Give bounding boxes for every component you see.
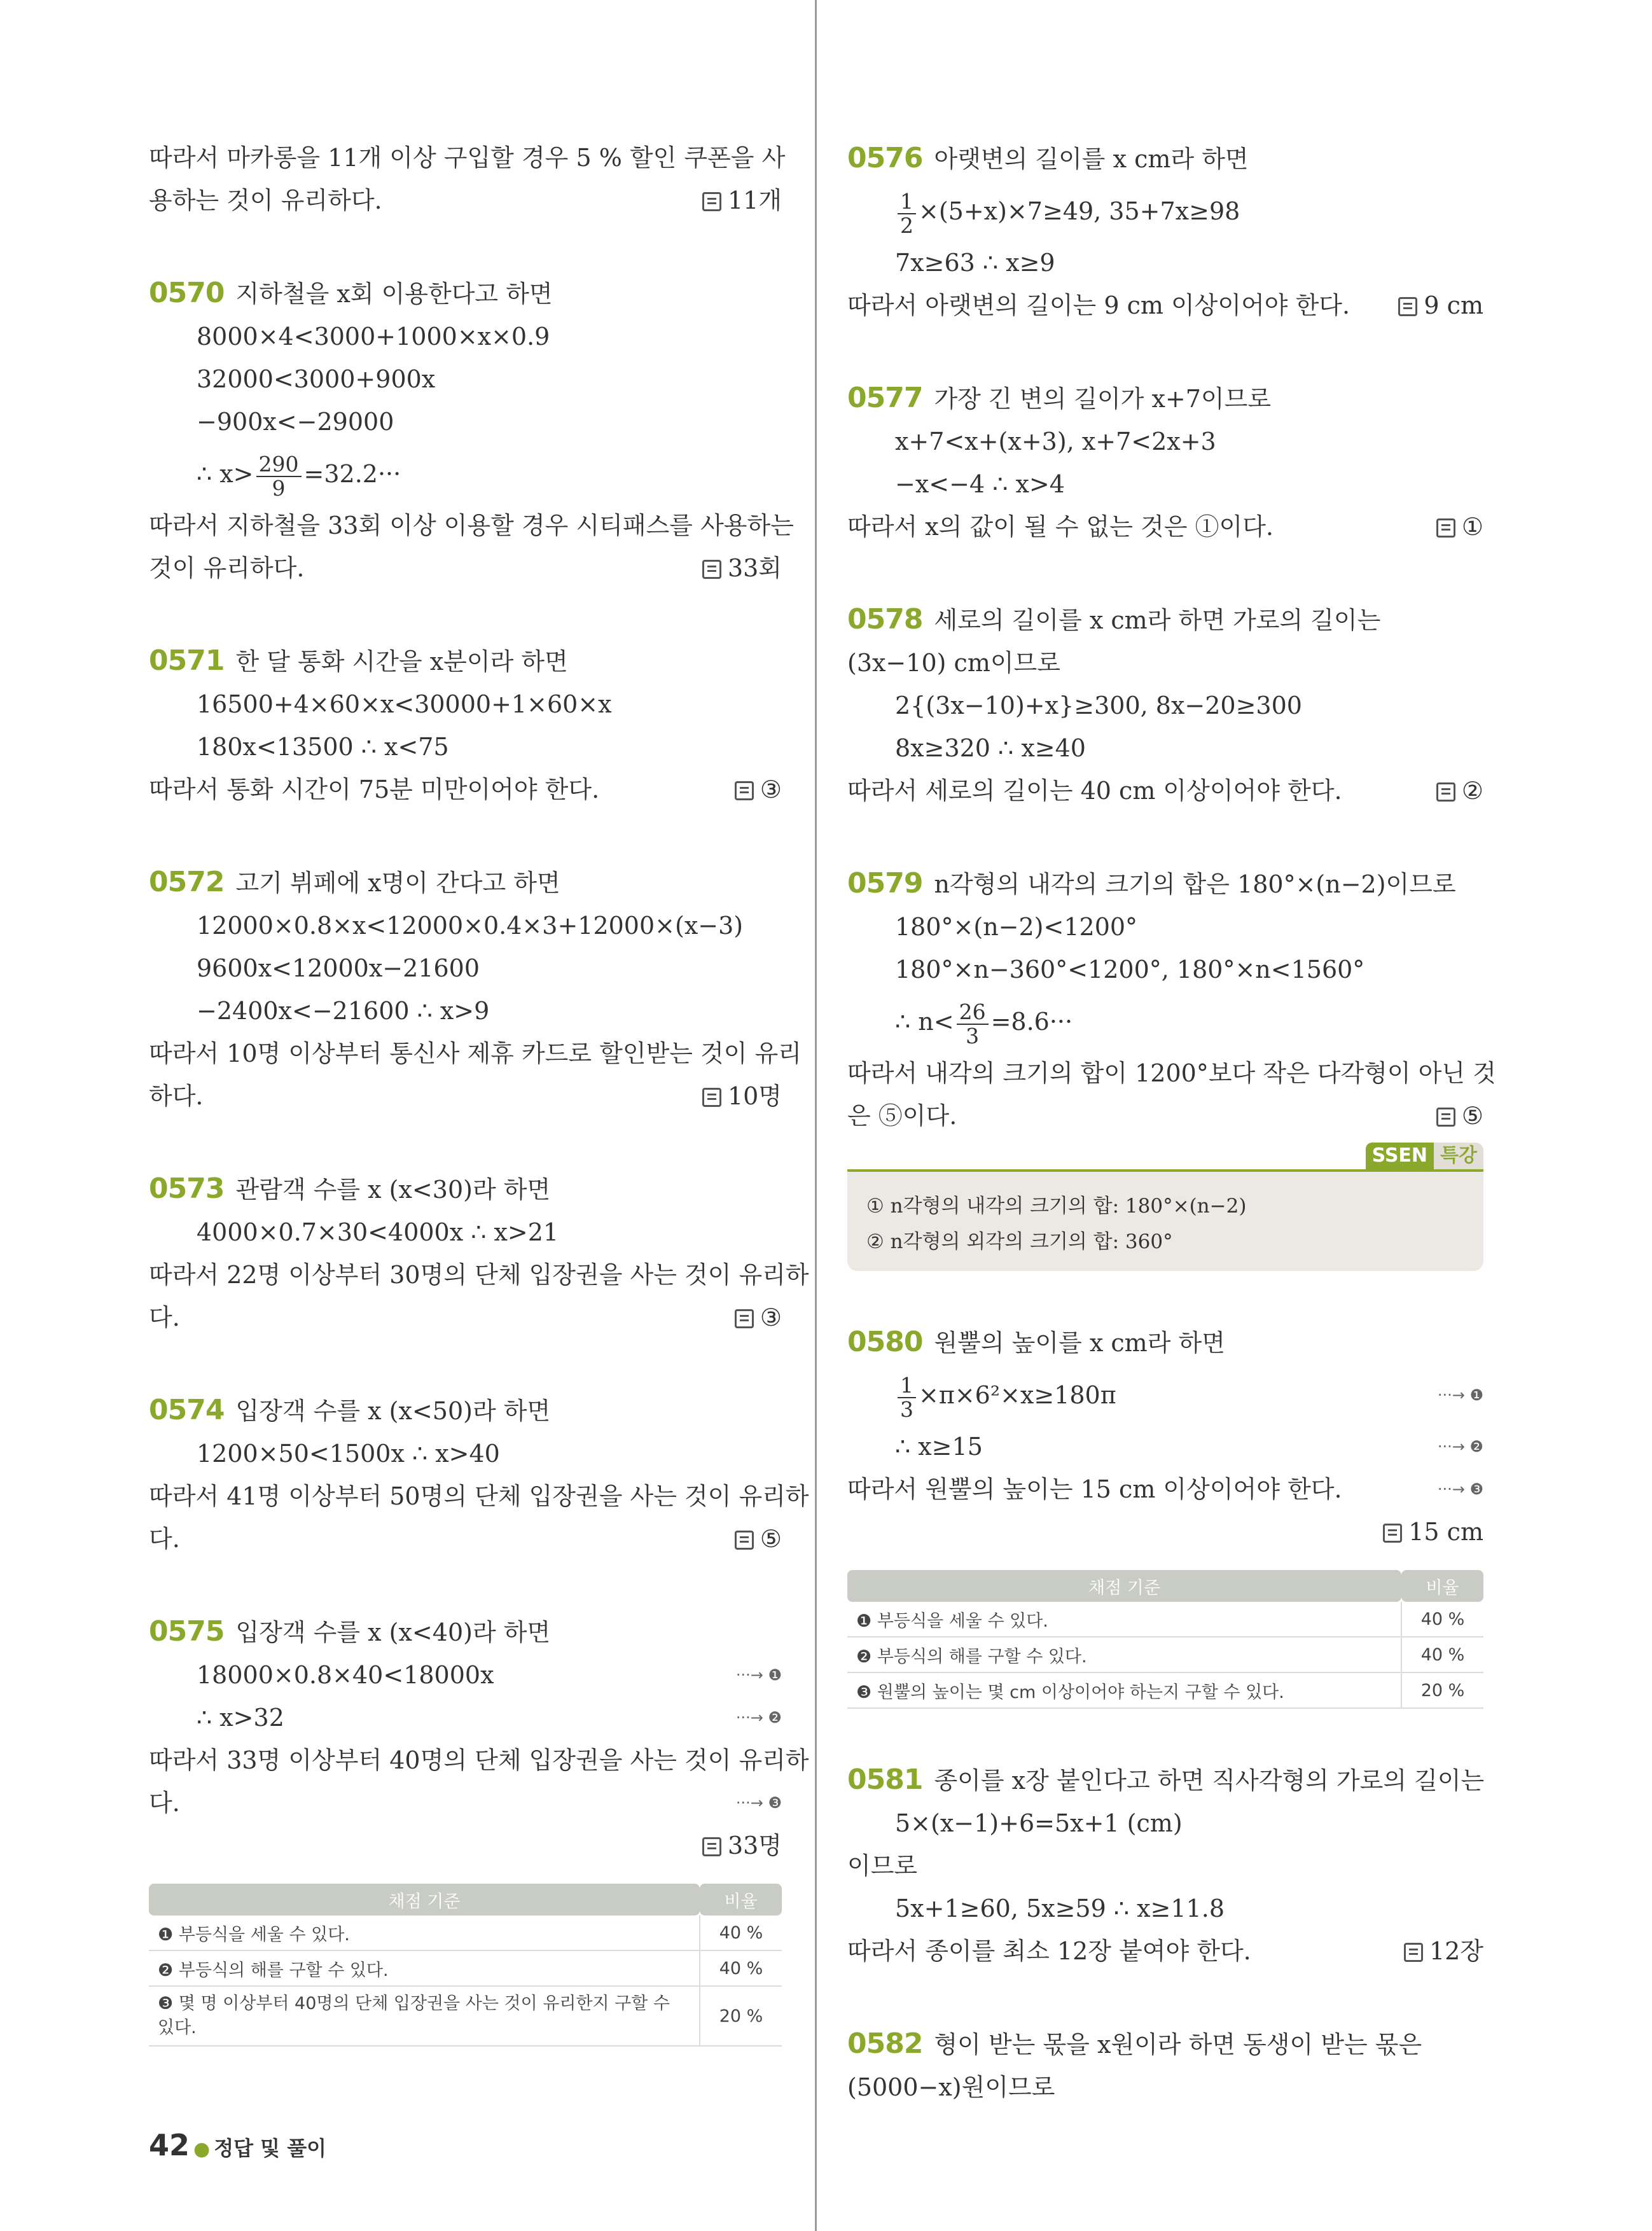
answer-icon [1383,1524,1402,1543]
table-row [149,1950,782,1986]
tip-box [847,1144,1483,1271]
text-line: 따라서 22명 이상부터 30명의 단체 입장권을 사는 것이 유리하 [149,1261,809,1289]
equation [149,443,782,504]
criteria-cell: ❷ 부등식의 해를 구할 수 있다. [847,1637,1401,1672]
problem-number: 0580 [847,1326,923,1358]
eq-part: ∴ n< [895,1008,954,1036]
text-line: 따라서 10명 이상부터 통신사 제휴 카드로 할인받는 것이 유리 [149,1039,802,1067]
problem-head: n각형의 내각의 크기의 합은 180°×(n−2)이므로 [934,870,1456,898]
numerator: 26 [957,1001,989,1025]
text-span: 것이 유리하다. [149,554,305,582]
text-line: 따라서 41명 이상부터 50명의 단체 입장권을 사는 것이 유리하 [149,1482,809,1510]
table-row [847,1637,1483,1672]
text-line [149,1782,782,1824]
equation: 180x<13500 ∴ x<75 [197,733,449,761]
answer [847,1511,1483,1553]
answer [1398,284,1483,327]
text-line [149,1296,782,1339]
answer-value: 10명 [727,1082,782,1110]
text-line: 이므로 [847,1852,918,1880]
text-line: (5000−x)원이므로 [847,2073,1055,2101]
equation: 7x≥63 ∴ x≥9 [895,249,1055,277]
equation: −x<−4 ∴ x>4 [895,470,1065,498]
text-line [149,768,782,811]
problem-0581 [847,1758,1483,1973]
rate-cell: 40 % [1401,1602,1483,1637]
column-divider [815,0,817,2231]
problem-number: 0578 [847,603,923,636]
answer [735,768,782,811]
problem-head: 고기 뷔페에 x명이 간다고 하면 [235,869,560,897]
problem-head: 지하철을 x회 이용한다고 하면 [235,280,553,308]
denominator: 2 [900,212,913,238]
text-line [149,547,782,590]
eq-text: 18000×0.8×40<18000x [197,1661,494,1689]
equation: 2{(3x−10)+x}≥300, 8x−20≥300 [895,692,1302,719]
problem-head: 종이를 x장 붙인다고 하면 직사각형의 가로의 길이는 [934,1767,1485,1795]
problem-0580 [847,1321,1483,1709]
problem-0579 [847,862,1496,1137]
problem-0571 [149,639,782,811]
table-row [149,1986,782,2046]
denominator: 3 [900,1396,913,1422]
text-span: 용하는 것이 유리하다. [149,186,382,214]
answer [702,1075,782,1118]
text-line [847,1930,1483,1973]
answer-value: 9 cm [1424,291,1483,319]
answer-icon [735,1531,754,1550]
text-line: 따라서 내각의 크기의 합이 1200°보다 작은 다각형이 아닌 것 [847,1059,1496,1087]
answer-icon [702,1088,721,1107]
problem-0577 [847,377,1483,548]
answer-value: 33회 [727,554,782,582]
problem-number: 0582 [847,2027,923,2060]
problem-head: 입장객 수를 x (x<40)라 하면 [235,1618,551,1646]
step-number: ❷ [768,1709,782,1727]
tip-tag: 특강 [1434,1143,1483,1169]
tip-line: ② n각형의 외각의 크기의 합: 360° [866,1230,1173,1253]
answer-icon [735,1309,754,1328]
criteria-cell: ❶ 부등식을 세울 수 있다. [149,1915,700,1950]
grading-header-criteria: 채점 기준 [847,1570,1401,1602]
text-line [149,1518,782,1560]
equation [847,1426,1483,1468]
answer [1436,1095,1483,1137]
text-line [847,1095,1483,1137]
problem-0582 [847,2022,1483,2109]
problem-head: 입장객 수를 x (x<50)라 하면 [235,1397,551,1425]
tip-tab [1366,1143,1483,1169]
equation: 8000×4<3000+1000×x×0.9 [197,323,550,351]
problem-0575 [149,1610,809,2047]
text-span: 다. [149,1789,180,1817]
problem-head: 한 달 통화 시간을 x분이라 하면 [235,648,568,676]
fraction [256,453,302,500]
answer-value: 11개 [727,186,782,214]
answer-icon [1404,1943,1423,1962]
step-number: ❶ [768,1666,782,1684]
problem-0573 [149,1167,809,1339]
footer-bullet-icon: ● [193,2138,211,2160]
problem-number: 0575 [149,1615,225,1648]
text-span: 따라서 x의 값이 될 수 없는 것은 ①이다. [847,513,1274,541]
answer-icon [1436,1108,1455,1127]
eq-part: =32.2··· [303,460,401,488]
answer [702,547,782,590]
fraction [957,1001,989,1048]
page-footer [149,2128,326,2162]
intro-solution [149,137,786,222]
text-span: 하다. [149,1082,204,1110]
text-span: 따라서 세로의 길이는 40 cm 이상이어야 한다. [847,777,1342,805]
grading-header-rate: 비율 [1401,1570,1483,1602]
equation: 5x+1≥60, 5x≥59 ∴ x≥11.8 [895,1894,1225,1922]
equation: 180°×(n−2)<1200° [895,913,1138,941]
answer [735,1296,782,1339]
eq-part: ×(5+x)×7≥49, 35+7x≥98 [919,197,1240,225]
answer [149,1824,782,1867]
problem-number: 0574 [149,1394,225,1426]
answer [1436,770,1483,812]
text-span: 다. [149,1303,180,1331]
equation: −900x<−29000 [197,408,394,436]
problem-number: 0577 [847,382,923,414]
problem-head: 세로의 길이를 x cm라 하면 가로의 길이는 [934,606,1381,634]
problem-head: 형이 받는 몫을 x원이라 하면 동생이 받는 몫은 [934,2031,1422,2059]
text-line: 따라서 지하철을 33회 이상 이용할 경우 시티패스를 사용하는 [149,511,794,539]
problem-number: 0573 [149,1172,225,1205]
numerator: 290 [256,453,302,477]
problem-head: 아랫변의 길이를 x cm라 하면 [934,145,1249,173]
problem-number: 0581 [847,1763,923,1796]
text-line: 따라서 33명 이상부터 40명의 단체 입장권을 사는 것이 유리하 [149,1746,809,1774]
equation: 9600x<12000x−21600 [197,954,480,982]
step-number: ❸ [1469,1480,1483,1498]
step-marker: ···→ ❷ [1437,1438,1483,1456]
problem-0574 [149,1389,809,1560]
text-span: 따라서 원뿔의 높이는 15 cm 이상이어야 한다. [847,1475,1342,1503]
rate-cell: 40 % [700,1950,782,1986]
table-row [847,1602,1483,1637]
text-span: 따라서 아랫변의 길이는 9 cm 이상이어야 한다. [847,291,1350,319]
answer [1404,1930,1483,1973]
fraction [898,190,916,237]
right-column [847,137,1496,2109]
criteria-cell: ❸ 몇 명 이상부터 40명의 단체 입장권을 사는 것이 유리한지 구할 수 있다. [149,1986,700,2046]
text-line [847,1468,1483,1511]
equation: 12000×0.8×x<12000×0.4×3+12000×(x−3) [197,912,744,940]
problem-0570 [149,272,794,590]
equation: 1200×50<1500x ∴ x>40 [197,1440,500,1468]
grading-table [149,1884,782,2047]
answer-value: ② [1461,777,1483,805]
left-column [149,137,809,2047]
problem-0576 [847,137,1483,327]
answer-value: ③ [760,1303,782,1331]
text-line [847,770,1483,812]
problem-0578 [847,598,1483,812]
eq-part: ×π×6²×x≥180π [919,1381,1116,1409]
step-number: ❸ [768,1794,782,1812]
criteria-cell: ❷ 부등식의 해를 구할 수 있다. [149,1950,700,1986]
step-marker: ···→ ❶ [1437,1386,1483,1404]
rate-cell: 20 % [1401,1672,1483,1708]
problem-0572 [149,861,802,1118]
answer [1436,506,1483,548]
text-span: 따라서 통화 시간이 75분 미만이어야 한다. [149,775,600,803]
section-label: 정답 및 풀이 [214,2136,327,2160]
equation: 16500+4×60×x<30000+1×60×x [197,690,612,718]
answer-icon [735,781,754,800]
answer-value: ① [1461,513,1483,541]
eq-text: ∴ x>32 [197,1704,284,1732]
answer-value: ⑤ [760,1525,782,1553]
equation: 4000×0.7×30<4000x ∴ x>21 [197,1218,559,1246]
answer-value: 15 cm [1408,1518,1483,1546]
problem-number: 0570 [149,277,225,309]
equation: 8x≥320 ∴ x≥40 [895,734,1086,762]
equation [149,1654,782,1697]
equation [149,1697,782,1739]
problem-number: 0571 [149,644,225,677]
tip-content [847,1169,1483,1271]
step-marker: ···→ ❷ [735,1709,782,1727]
text-line [847,506,1483,548]
answer-icon [1436,782,1455,802]
answer-value: ③ [760,775,782,803]
answer [702,179,782,222]
text-span: 은 ⑤이다. [847,1102,957,1130]
eq-part: ∴ x> [197,460,254,488]
answer-icon [702,1837,721,1856]
equation [847,1365,1483,1426]
step-marker: ···→ ❸ [1437,1480,1483,1498]
step-marker: ···→ ❶ [735,1666,782,1684]
text-span: 다. [149,1525,180,1553]
answer-icon [1398,297,1417,316]
answer-icon [1436,518,1455,538]
text-line [847,284,1483,327]
numerator: 1 [898,190,916,214]
step-marker: ···→ ❸ [735,1794,782,1812]
grading-table [847,1570,1483,1709]
grading-header-criteria: 채점 기준 [149,1884,700,1915]
rate-cell: 40 % [700,1915,782,1950]
text-line [149,1075,782,1118]
answer-value: 33명 [727,1831,782,1859]
problem-number: 0576 [847,142,923,174]
table-row [149,1915,782,1950]
page-number: 42 [149,2128,190,2162]
denominator: 9 [272,475,286,501]
denominator: 3 [966,1023,980,1048]
numerator: 1 [898,1374,916,1398]
problem-number: 0572 [149,866,225,898]
fraction [898,1374,916,1421]
equation: x+7<x+(x+3), x+7<2x+3 [895,427,1216,455]
answer-value: ⑤ [1461,1102,1483,1130]
grading-header-rate: 비율 [700,1884,782,1915]
equation: 5×(x−1)+6=5x+1 (cm) [895,1809,1183,1837]
text-line: (3x−10) cm이므로 [847,649,1060,677]
rate-cell: 20 % [700,1986,782,2046]
eq-part: =8.6··· [990,1008,1073,1036]
step-number: ❶ [1469,1386,1483,1404]
text-line: 따라서 마카롱을 11개 이상 구입할 경우 5 % 할인 쿠폰을 사 [149,144,786,172]
equation: −2400x<−21600 ∴ x>9 [197,997,490,1025]
eq-text: ∴ x≥15 [895,1433,983,1461]
rate-cell: 40 % [1401,1637,1483,1672]
problem-head: 관람객 수를 x (x<30)라 하면 [235,1176,551,1204]
problem-head: 가장 긴 변의 길이가 x+7이므로 [934,385,1272,413]
criteria-cell: ❶ 부등식을 세울 수 있다. [847,1602,1401,1637]
tip-brand: SSEN [1366,1143,1434,1169]
table-row [847,1672,1483,1708]
equation: 180°×n−360°<1200°, 180°×n<1560° [895,956,1365,983]
text-span: 따라서 종이를 최소 12장 붙여야 한다. [847,1937,1251,1965]
equation [847,991,1483,1052]
answer-value: 12장 [1429,1937,1483,1965]
equation: 32000<3000+900x [197,365,436,393]
answer-icon [702,192,721,211]
equation [847,181,1483,242]
answer [735,1518,782,1560]
step-number: ❷ [1469,1438,1483,1456]
answer-icon [702,560,721,579]
criteria-cell: ❸ 원뿔의 높이는 몇 cm 이상이어야 하는지 구할 수 있다. [847,1672,1401,1708]
problem-head: 원뿔의 높이를 x cm라 하면 [934,1329,1225,1357]
text-line [149,179,782,222]
problem-number: 0579 [847,867,923,900]
tip-line: ① n각형의 내각의 크기의 합: 180°×(n−2) [866,1195,1247,1218]
